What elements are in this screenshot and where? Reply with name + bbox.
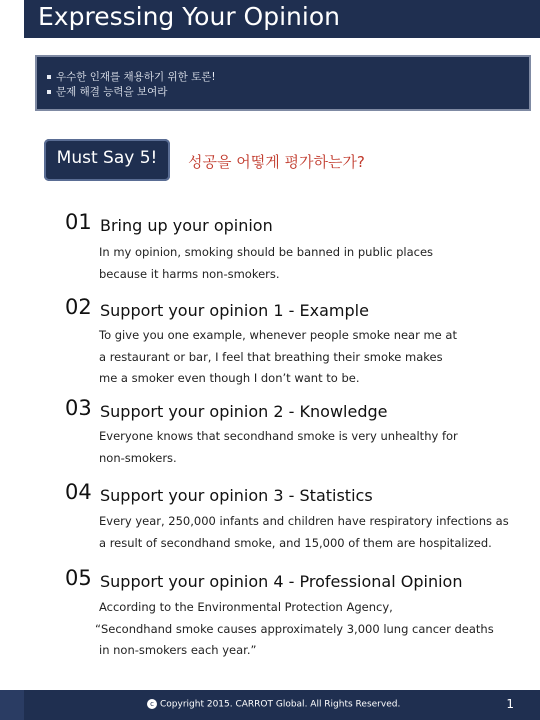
item-line: in non-smokers each year.” — [99, 643, 257, 657]
page-title: Expressing Your Opinion — [38, 2, 340, 31]
intro-box — [35, 55, 531, 111]
item-body — [95, 597, 494, 662]
item-number: 03 — [65, 396, 92, 420]
item-line: To give you one example, whenever people smoke near me at — [99, 328, 457, 342]
item-line: “Secondhand smoke causes approximately 3,000 lung cancer deaths — [95, 621, 494, 636]
intro-bullet-text: 우수한 인재를 채용하기 위한 토론! — [56, 71, 216, 83]
footer-bar — [0, 690, 540, 720]
item-number: 02 — [65, 295, 92, 319]
item-line: Everyone knows that secondhand smoke is very unhealthy for — [99, 429, 458, 443]
item-heading: Bring up your opinion — [100, 216, 273, 235]
bullet-icon — [47, 90, 51, 94]
item-line: According to the Environmental Protection Agency, — [99, 600, 393, 614]
must-say-badge — [44, 139, 170, 181]
item-line: me a smoker even though I don’t want to be. — [99, 371, 360, 385]
item-line: Every year, 250,000 infants and children have respiratory infections as — [99, 514, 509, 528]
copyright-icon: c — [147, 699, 157, 709]
item-number: 05 — [65, 566, 92, 590]
item-line: In my opinion, smoking should be banned in public places — [99, 245, 434, 259]
must-say-label: Must Say 5! — [56, 148, 158, 168]
item-heading: Support your opinion 1 - Example — [100, 301, 369, 320]
item-line: a restaurant or bar, I feel that breathing their smoke makes — [99, 349, 443, 364]
title-left-accent — [0, 0, 24, 38]
footer-accent — [0, 690, 24, 720]
item-heading: Support your opinion 4 - Professional Opinion — [100, 572, 463, 591]
copyright — [147, 699, 400, 710]
intro-bullet-text: 문제 해결 능력을 보여라 — [56, 86, 168, 98]
bullet-icon — [47, 75, 51, 79]
intro-bullet — [47, 84, 167, 99]
item-number: 04 — [65, 480, 92, 504]
item-body — [99, 325, 457, 390]
copyright-text: Copyright 2015. CARROT Global. All Rights Reserved. — [160, 699, 401, 710]
intro-bullet — [47, 69, 216, 84]
item-number: 01 — [65, 210, 92, 234]
item-line: non-smokers. — [99, 450, 177, 465]
item-heading: Support your opinion 3 - Statistics — [100, 486, 373, 505]
evaluation-question: 성공을 어떻게 평가하는가? — [188, 153, 365, 171]
item-body — [99, 426, 458, 469]
page-number: 1 — [506, 697, 514, 711]
item-body — [99, 511, 509, 554]
item-line: a result of secondhand smoke, and 15,000 of them are hospitalized. — [99, 535, 492, 550]
item-line: because it harms non-smokers. — [99, 266, 280, 281]
item-heading: Support your opinion 2 - Knowledge — [100, 402, 388, 421]
item-body — [99, 242, 433, 285]
